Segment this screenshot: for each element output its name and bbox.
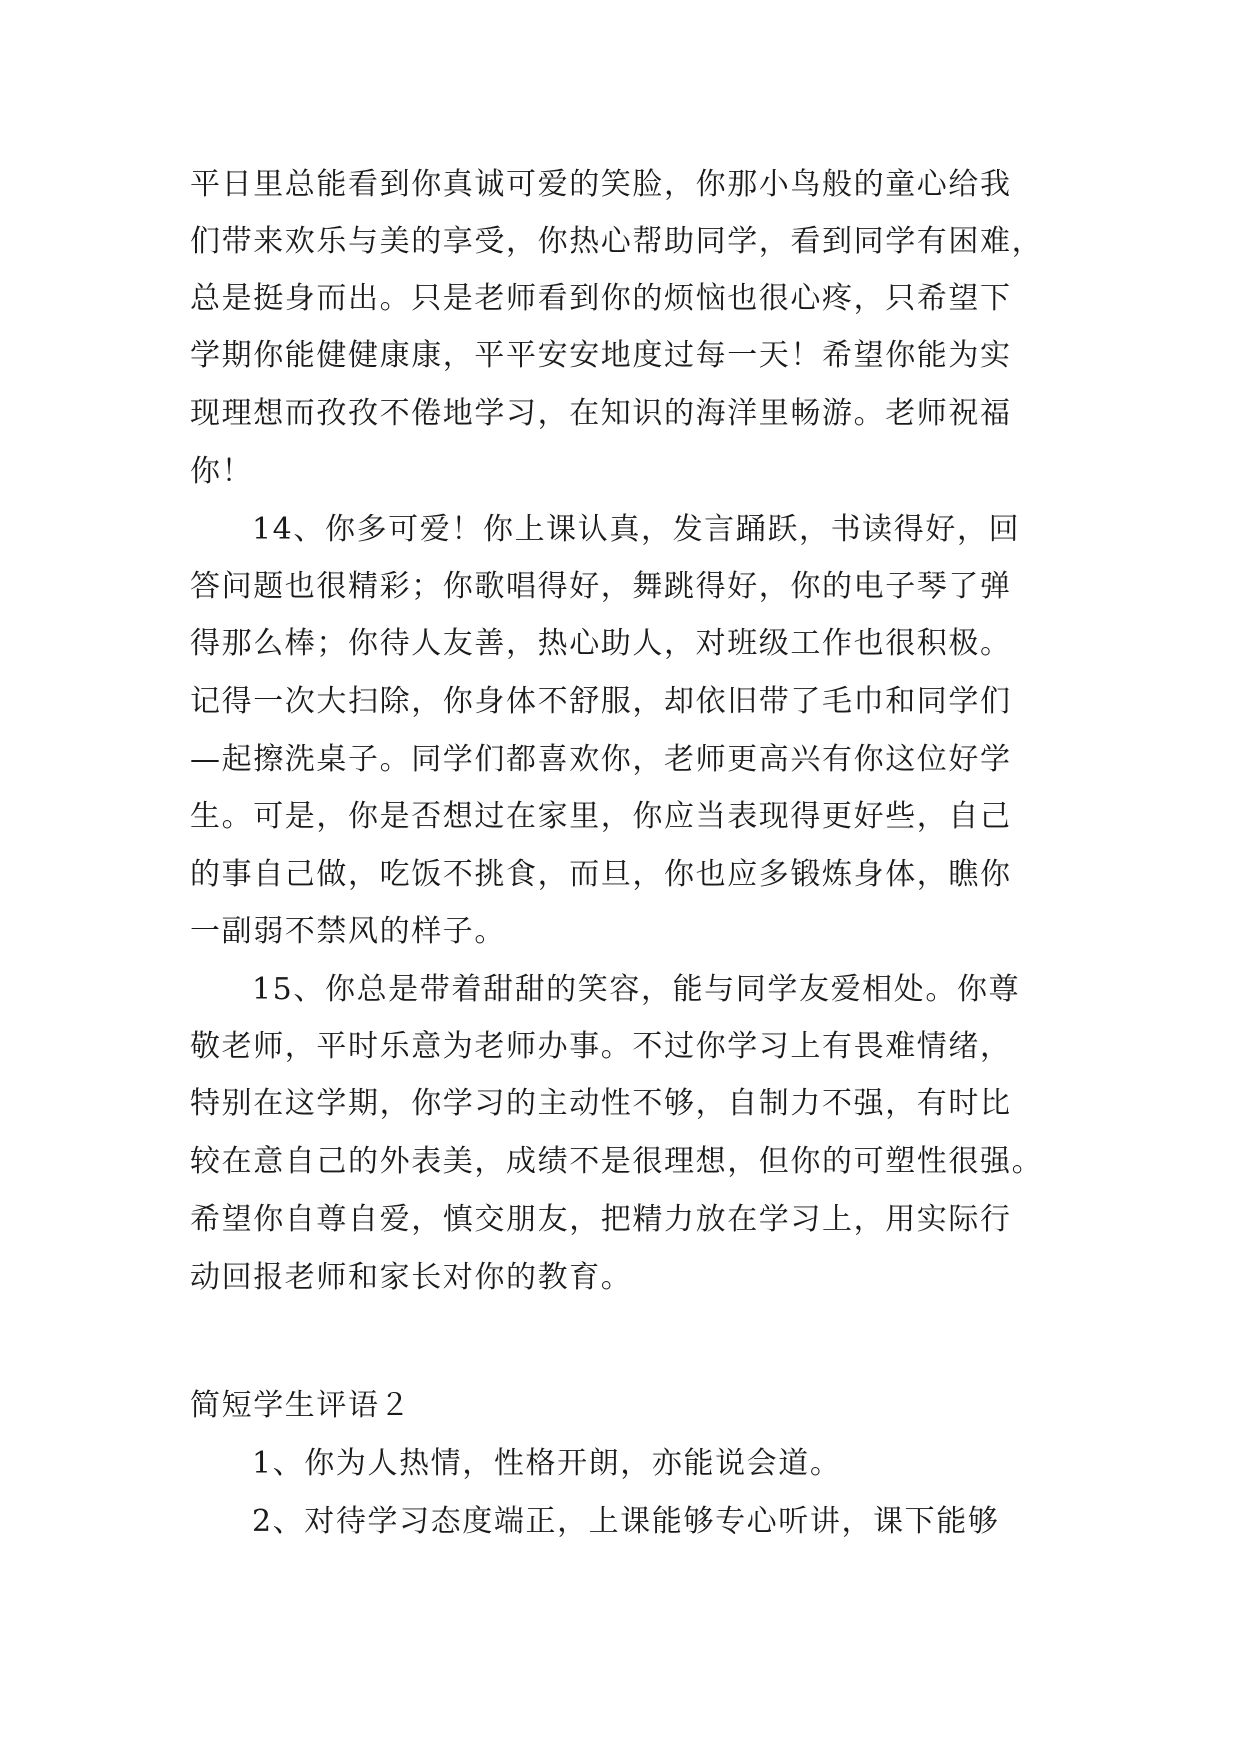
text-line: 的事自己做，吃饭不挑食，而旦，你也应多锻炼身体，瞧你 bbox=[190, 857, 1012, 892]
text-line: 特别在这学期，你学习的主动性不够，自制力不强，有时比 bbox=[190, 1086, 1012, 1121]
text-line: 你！ bbox=[190, 454, 254, 489]
text-line: 总是挺身而出。只是老师看到你的烦恼也很心疼，只希望下 bbox=[190, 281, 1012, 316]
text-line: 希望你自尊自爱，慎交朋友，把精力放在学习上，用实际行 bbox=[190, 1202, 1012, 1237]
text-line: 生。可是，你是否想过在家里，你应当表现得更好些，自己 bbox=[190, 799, 1012, 834]
text-line: 平日里总能看到你真诚可爱的笑脸，你那小鸟般的童心给我 bbox=[190, 167, 1012, 202]
section-heading: 简短学生评语２ bbox=[190, 1388, 412, 1423]
text-line: 学期你能健健康康，平平安安地度过每一天！希望你能为实 bbox=[190, 338, 1012, 373]
text-line: 1、你为人热情，性格开朗，亦能说会道。 bbox=[252, 1446, 842, 1481]
text-line: 较在意自己的外表美，成绩不是很理想，但你的可塑性很强。 bbox=[190, 1144, 1044, 1179]
text-line: 敬老师，平时乐意为老师办事。不过你学习上有畏难情绪， bbox=[190, 1029, 1012, 1064]
text-line: 动回报老师和家长对你的教育。 bbox=[190, 1260, 633, 1295]
text-line: 得那么棒；你待人友善，热心助人，对班级工作也很积极。 bbox=[190, 626, 1012, 661]
text-line: 记得一次大扫除，你身体不舒服，却依旧带了毛巾和同学们 bbox=[190, 684, 1012, 719]
text-line: —起擦洗桌子。同学们都喜欢你，老师更高兴有你这位好学 bbox=[190, 742, 1012, 777]
text-line: 2、对待学习态度端正，上课能够专心听讲，课下能够 bbox=[252, 1504, 1000, 1539]
text-line: 一副弱不禁风的样子。 bbox=[190, 914, 506, 949]
text-line: 15、你总是带着甜甜的笑容，能与同学友爱相处。你尊 bbox=[252, 972, 1021, 1007]
text-line: 答问题也很精彩；你歌唱得好，舞跳得好，你的电子琴了弹 bbox=[190, 569, 1012, 604]
text-line: 们带来欢乐与美的享受，你热心帮助同学，看到同学有困难， bbox=[190, 224, 1044, 259]
text-line: 现理想而孜孜不倦地学习，在知识的海洋里畅游。老师祝福 bbox=[190, 396, 1012, 431]
text-line: 14、你多可爱！你上课认真，发言踊跃，书读得好，回 bbox=[252, 512, 1021, 547]
